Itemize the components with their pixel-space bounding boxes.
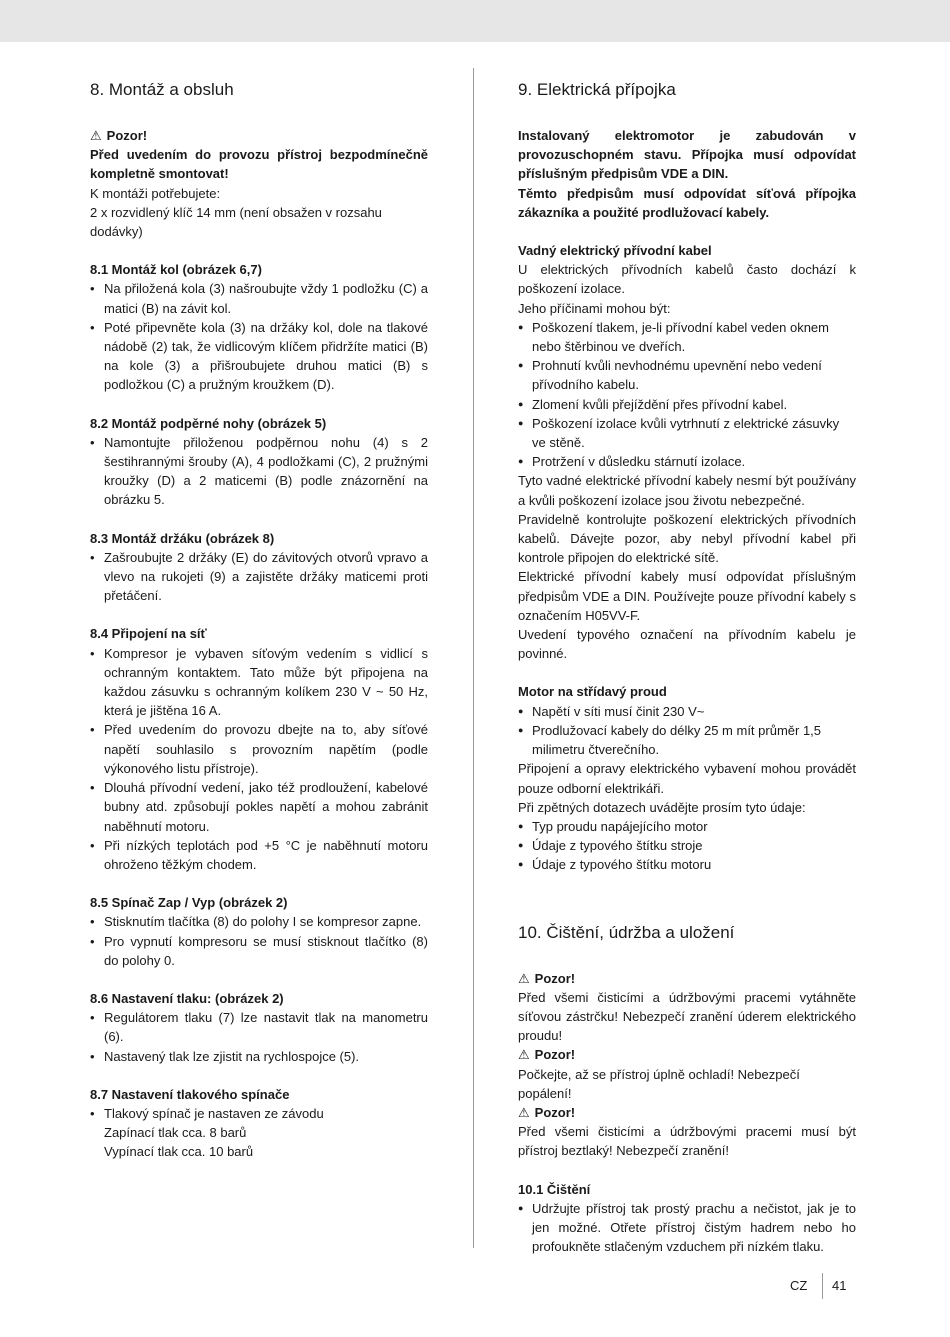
- list-item: • Pro vypnutí kompresoru se musí stisknout tlačítko (8) do polohy 0.: [90, 932, 428, 970]
- list-item: • Dlouhá přívodní vedení, jako též prodloužení, kabelové bubny atd. způsobují pokles napětí a mohou zabránit naběhnutí motoru.: [90, 778, 428, 836]
- warning-triangle-icon: ⚠: [518, 1104, 530, 1120]
- list-item: • Stisknutím tlačítka (8) do polohy I se kompresor zapne.: [90, 912, 428, 931]
- list-item: • Nastavený tlak lze zjistit na rychlospojce (5).: [90, 1047, 428, 1066]
- list-item: • Před uvedením do provozu dbejte na to, aby síťové napětí souhlasilo s provozním napětím (podle výkonového listu přístroje).: [90, 720, 428, 778]
- warning-triangle-icon: ⚠: [518, 970, 530, 986]
- faulty-cable-standard: Elektrické přívodní kabely musí odpovídat příslušným předpisům VDE a DIN. Používejte pouze přívodní kabely s označením H05VV-F.: [518, 569, 856, 623]
- warning-heading: ⚠ Pozor!: [518, 1103, 856, 1122]
- section-8-5-title: 8.5 Spínač Zap / Vyp (obrázek 2): [90, 895, 288, 911]
- top-bar: [0, 0, 950, 42]
- section-8-6-title: 8.6 Nastavení tlaku: (obrázek 2): [90, 990, 284, 1006]
- list-item: • Kompresor je vybaven síťovým vedením s vidlicí s ochranným kontaktem. Tato může být připojena na každou zásuvku s ochranným kolíkem 230 V ~ 50 Hz, která je jištěna 16 A.: [90, 644, 428, 721]
- faulty-cable-causes-intro: Jeho příčinami mohou být:: [518, 300, 671, 316]
- section-8-7-list: [90, 1104, 428, 1123]
- list-item: • Při nízkých teplotách pod +5 °C je naběhnutí motoru ohroženo těžkým chodem.: [90, 836, 428, 874]
- section-8-4-list: [90, 644, 428, 874]
- warning-heading: ⚠ Pozor!: [90, 126, 428, 145]
- tools-item: 2 x rozvidlený klíč 14 mm (není obsažen v rozsahu dodávky): [90, 204, 382, 240]
- list-item: ● Prodlužovací kabely do délky 25 m mít průměr 1,5 milimetru čtverečního.: [518, 721, 856, 759]
- section-8-5-list: [90, 912, 428, 970]
- list-item: • Zašroubujte 2 držáky (E) do závitových otvorů vpravo a vlevo na rukojeti (9) a zajistěte držáky maticemi proti přetáčení.: [90, 548, 428, 606]
- tools-intro: K montáži potřebujete:: [90, 185, 221, 201]
- list-item: ● Poškození izolace kvůli vytrhnutí z elektrické zásuvky ve stěně.: [518, 414, 856, 452]
- motor-list: [518, 702, 856, 760]
- warning-text: Počkejte, až se přístroj úplně ochladí! Nebezpečí popálení!: [518, 1066, 800, 1101]
- right-column: [518, 70, 856, 1256]
- list-item: • Regulátorem tlaku (7) lze nastavit tlak na manometru (6).: [90, 1008, 428, 1046]
- list-item: ● Napětí v síti musí činit 230 V~: [518, 702, 856, 721]
- list-item: ● Zlomení kvůli přejíždění přes přívodní kabel.: [518, 395, 856, 414]
- list-item: ● Prohnutí kvůli nevhodnému upevnění nebo vedení přívodního kabelu.: [518, 356, 856, 394]
- section-9-title: 9. Elektrická přípojka: [518, 80, 676, 99]
- section-8-3-list: [90, 548, 428, 606]
- warning-heading: ⚠ Pozor!: [518, 969, 856, 988]
- left-column: [90, 70, 428, 1162]
- faulty-cable-check: Pravidelně kontrolujte poškození elektrických přívodních kabelů. Dávejte pozor, aby nebyl přívodní kabel při kontrole připojen do elektrické sítě.: [518, 511, 856, 566]
- intro-bold-2: Těmto předpisům musí odpovídat síťová přípojka zákazníka a použité prodlužovací kabely.: [518, 185, 856, 220]
- list-item: • Tlakový spínač je nastaven ze závodu: [90, 1104, 428, 1123]
- section-8-title: 8. Montáž a obsluh: [90, 80, 234, 99]
- faulty-cable-warning: Tyto vadné elektrické přívodní kabely nesmí být používány a kvůli poškození izolace jsou životu nebezpečné.: [518, 473, 856, 508]
- list-item: • Na přiložená kola (3) našroubujte vždy 1 podložku (C) a matici (B) na závit kol.: [90, 279, 428, 317]
- switch-on-pressure: Zapínací tlak cca. 8 barů: [104, 1125, 247, 1141]
- list-item: ● Typ proudu napájejícího motor: [518, 817, 856, 836]
- warning-heading: ⚠ Pozor!: [518, 1045, 856, 1064]
- page-number: 41: [832, 1278, 847, 1293]
- footer-divider: [822, 1273, 823, 1299]
- section-8-2-list: [90, 433, 428, 510]
- faulty-cable-text: U elektrických přívodních kabelů často dochází k poškození izolace.: [518, 262, 856, 297]
- list-item: • Namontujte přiloženou podpěrnou nohu (4) s 2 šestihrannými šrouby (A), 4 podložkami (C), 2 pružnými kroužky (D) a 2 maticemi (B) podle znázornění na obrázku 5.: [90, 433, 428, 510]
- intro-bold-1: Instalovaný elektromotor je zabudován v provozuschopném stavu. Přípojka musí odpovídat příslušným předpisům VDE a DIN.: [518, 128, 856, 182]
- list-item: ● Udržujte přístroj tak prostý prachu a nečistot, jak je to jen možné. Otřete přístroj čistým hadrem nebo ho profoukněte stlačeným vzduchem při nízkém tlaku.: [518, 1199, 856, 1257]
- faulty-cable-title: Vadný elektrický přívodní kabel: [518, 243, 712, 259]
- switch-off-pressure: Vypínací tlak cca. 10 barů: [104, 1144, 254, 1160]
- warning-text: Před všemi čisticími a údržbovými pracemi vytáhněte síťovou zástrčku! Nebezpečí zranění úderem elektrického proudu!: [518, 989, 856, 1044]
- warning-text: Před uvedením do provozu přístroj bezpodmínečně kompletně smontovat!: [90, 147, 428, 182]
- warning-triangle-icon: ⚠: [518, 1047, 530, 1063]
- faulty-cable-list: [518, 318, 856, 472]
- motor-repairs-text: Připojení a opravy elektrického vybavení mohou provádět pouze odborní elektrikáři.: [518, 761, 856, 796]
- warning-text: Před všemi čisticími a údržbovými pracemi musí být přístroj beztlaký! Nebezpečí zranění!: [518, 1124, 856, 1159]
- list-item: ● Údaje z typového štítku stroje: [518, 836, 856, 855]
- section-8-1-title: 8.1 Montáž kol (obrázek 6,7): [90, 262, 262, 278]
- list-item: ● Poškození tlakem, je-li přívodní kabel veden oknem nebo štěrbinou ve dveřích.: [518, 318, 856, 356]
- section-8-1-list: [90, 279, 428, 394]
- section-8-2-title: 8.2 Montáž podpěrné nohy (obrázek 5): [90, 415, 327, 431]
- faulty-cable-marking: Uvedení typového označení na přívodním kabelu je povinné.: [518, 627, 856, 662]
- section-10-1-list: [518, 1199, 856, 1257]
- section-8-7-title: 8.7 Nastavení tlakového spínače: [90, 1086, 290, 1102]
- section-10-1-title: 10.1 Čištění: [518, 1181, 591, 1197]
- motor-enquiry-list: [518, 817, 856, 875]
- list-item: ● Protržení v důsledku stárnutí izolace.: [518, 452, 856, 471]
- section-8-3-title: 8.3 Montáž držáku (obrázek 8): [90, 530, 275, 546]
- warning-triangle-icon: ⚠: [90, 128, 102, 143]
- section-10-title: 10. Čištění, údržba a uložení: [518, 922, 735, 942]
- list-item: ● Údaje z typového štítku motoru: [518, 855, 856, 874]
- section-8-6-list: [90, 1008, 428, 1066]
- motor-enquiry-text: Při zpětných dotazech uvádějte prosím tyto údaje:: [518, 799, 806, 815]
- section-8-4-title: 8.4 Připojení na síť: [90, 626, 207, 642]
- footer-language: CZ: [790, 1278, 808, 1293]
- list-item: • Poté připevněte kola (3) na držáky kol, dole na tlakové nádobě (2) tak, že vidlicovým klíčem přidržíte matici (B) na kole (3) a přišroubujete druhou matici (B) s podložkou (C) a pružným kroužkem (D).: [90, 318, 428, 395]
- motor-title: Motor na střídavý proud: [518, 684, 667, 700]
- column-divider: [473, 68, 474, 1248]
